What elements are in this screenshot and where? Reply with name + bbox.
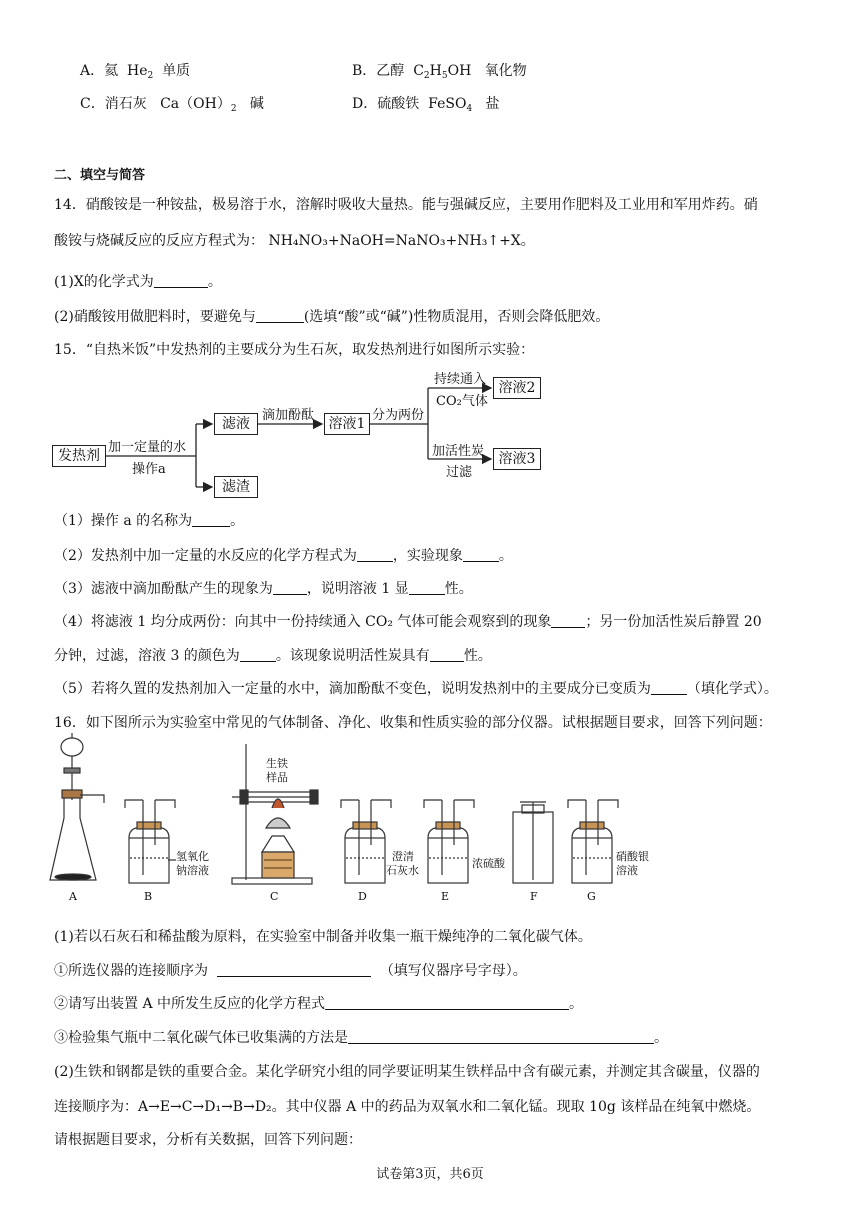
arrow2-top-label: 滴加酚酞 [262,408,315,423]
apparatus-b-note2: 钠溶液 [176,864,209,877]
option-c-formula-sub: 2 [230,104,237,114]
q15-s2 [54,546,513,566]
arrow3-top-label: 分为两份 [372,408,425,423]
q16-p2-line1: (2)生铁和钢都是铁的重要合金。某化学研究小组的同学要证明某生铁样品中含有碳元素，并测定其含碳量，仪器的 [54,1064,760,1080]
apparatus-b [125,800,176,883]
apparatus-b-note1: 氢氧化 [176,850,209,863]
option-c [80,93,264,113]
q16-p1: (1)若以石灰石和稀盐酸为原料，在实验室中制备并收集一瓶干燥纯净的二氧化碳气体。 [54,929,592,945]
arrow1-top-label: 加一定量的水 [108,440,187,455]
section-title: 二、填空与简答 [54,168,146,183]
apparatus-g-note2: 溶液 [616,864,638,877]
answer-blank[interactable] [256,308,304,323]
option-b-f2: H [429,63,442,79]
page-footer: 试卷第3页，共6页 [376,1167,484,1182]
q14-sub2 [54,307,609,327]
answer-blank[interactable] [463,547,499,562]
arrow5-top-label: 加活性炭 [432,444,485,459]
q14-sub1-text: (1)X的化学式为 [54,274,154,290]
option-d-formula-sub: 4 [466,104,473,114]
q15-s2-end: 。 [498,548,513,564]
apparatus-a-label: A [69,890,77,903]
q15-s3-mid: ，说明溶液 1 显 [306,581,409,597]
answer-blank[interactable] [409,580,445,595]
option-b-f1: C [413,63,424,79]
q14-equation: NH₄NO₃+NaOH=NaNO₃+NH₃↑+X [268,233,521,249]
q15-s4-line1 [54,612,762,632]
box-residue: 滤渣 [214,476,258,498]
q15-s4-mid: ；另一份加活性炭后静置 20 [585,614,762,630]
apparatus-d-note2: 石灰水 [386,864,419,877]
q16-p1b [54,994,583,1014]
q15-s1-end: 。 [230,513,245,529]
q15-s5-text: （5）若将久置的发热剂加入一定量的水中，滴加酚酞不变色，说明发热剂中的主要成分已变质为 [54,681,651,697]
q15-s4-text: （4）将滤液 1 均分成两份：向其中一份持续通入 CO₂ 气体可能会观察到的现象 [54,614,552,630]
box-solution2: 溶液2 [493,377,541,399]
option-b-letter: B． [352,63,377,79]
option-b-name: 乙醇 [376,63,405,79]
apparatus-g-label: G [587,890,596,903]
answer-blank[interactable] [192,512,230,527]
apparatus-c-note1: 生铁 [266,757,288,770]
answer-blank[interactable] [325,995,569,1010]
answer-blank[interactable] [551,613,585,628]
apparatus-g-note1: 硝酸银 [616,850,649,863]
option-c-formula: Ca（OH） [160,96,231,112]
option-a-class: 单质 [162,63,191,79]
apparatus-g [568,800,618,883]
apparatus-b-label: B [144,890,153,903]
apparatus-d-note1: 澄清 [392,850,414,863]
arrow1-bottom-label: 操作a [132,462,166,477]
box-filtrate: 滤液 [214,413,258,435]
option-d [352,93,500,113]
q15-s4-line2-mid: 。该现象说明活性炭具有 [275,648,430,664]
q15-s4-line2-text: 分钟，过滤，溶液 3 的颜色为 [54,648,240,664]
q15-s2-mid: ，实验现象 [392,548,463,564]
q16-stem: 16．如下图所示为实验室中常见的气体制备、净化、收集和性质实验的部分仪器。试根据题目要求，回答下列问题： [54,715,772,731]
answer-blank[interactable] [357,547,393,562]
answer-blank[interactable] [348,1029,654,1044]
option-d-class: 盐 [485,96,500,112]
apparatus-d [341,800,391,883]
q16-p1b-end: 。 [569,996,584,1012]
option-b-f2s: 5 [441,71,448,81]
answer-blank[interactable] [154,273,208,288]
q16-p2-line3: 请根据题目要求，分析有关数据，回答下列问题： [54,1132,362,1148]
option-a-formula: He [127,63,148,79]
answer-blank[interactable] [217,962,371,977]
option-d-name: 硫酸铁 [377,96,420,112]
answer-blank[interactable] [651,680,687,695]
q14-equation-end: 。 [520,233,535,249]
q15-s2-text: （2）发热剂中加一定量的水反应的化学方程式为 [54,548,357,564]
option-b-class: 氧化物 [484,63,527,79]
q15-s3-end: 性。 [444,581,473,597]
answer-blank[interactable] [273,580,307,595]
arrow5-bottom-label: 过滤 [446,465,473,480]
q14-sub2-text: (2)硝酸铵用做肥料时，要避免与 [54,309,256,325]
box-solution3: 溶液3 [493,448,541,470]
q15-s5-end: （填化学式）。 [686,681,778,697]
q15-stem: 15．“自热米饭”中发热剂的主要成分为生石灰，取发热剂进行如图所示实验： [54,342,535,358]
q16-p1c-text: ③检验集气瓶中二氧化碳气体已收集满的方法是 [54,1030,348,1046]
q15-s5 [54,679,778,699]
box-solution1: 溶液1 [324,413,370,435]
option-a-name: 氦 [104,63,119,79]
q16-p1a-end: （填写仪器序号字母）。 [379,963,527,979]
apparatus-e [424,800,474,883]
arrow4-top-label: 持续通入 [434,372,487,387]
apparatus-e-note: 浓硫酸 [472,857,505,870]
q16-p1c-end: 。 [654,1030,668,1046]
q16-p1c [54,1028,668,1048]
q14-stem-line2-text: 酸铵与烧碱反应的反应方程式为： [54,233,264,249]
q14-stem-line2 [54,231,535,251]
apparatus-c-note2: 样品 [266,771,288,784]
option-d-formula: FeSO [428,96,467,112]
option-a-formula-sub: 2 [147,71,154,81]
q16-p2-line2: 连接顺序为：A→E→C→D₁→B→D₂。其中仪器 A 中的药品为双氧水和二氧化锰。现取 10g 该样品在纯氧中燃烧。 [54,1099,761,1115]
q14-sub1-end: 。 [207,274,222,290]
option-a-letter: A． [80,63,105,79]
box-start: 发热剂 [52,445,106,467]
arrow4-bottom-label: CO₂气体 [436,394,488,409]
answer-blank[interactable] [240,647,276,662]
q14-sub1 [54,272,222,292]
q15-s1 [54,511,244,531]
q15-s4-line2 [54,646,492,666]
option-b-f3: OH [447,63,472,79]
option-c-class: 碱 [249,96,264,112]
q15-s3-text: （3）滤液中滴加酚酞产生的现象为 [54,581,273,597]
apparatus-a [50,733,104,880]
option-d-letter: D． [352,96,378,112]
q15-s4-line2-end: 性。 [463,648,492,664]
option-a [80,60,190,80]
apparatus-f [513,802,553,883]
option-b [352,60,527,80]
option-b-f1s: 2 [423,71,430,81]
q16-p1a-text: ①所选仪器的连接顺序为 [54,963,208,979]
apparatus-e-label: E [441,890,450,903]
q15-s3 [54,579,473,599]
q16-p1b-text: ②请写出装置 A 中所发生反应的化学方程式 [54,996,326,1012]
apparatus-d-label: D [358,890,367,903]
apparatus-c-label: C [270,890,279,903]
q16-p1a [54,961,527,981]
option-c-name: 消石灰 [104,96,147,112]
q14-stem-line1: 14．硝酸铵是一种铵盐，极易溶于水，溶解时吸收大量热。能与强碱反应，主要用作肥料及工业用和军用炸药。硝 [54,197,758,213]
answer-blank[interactable] [430,647,464,662]
q14-sub2-end: (选填“酸”或“碱”)性物质混用，否则会降低肥效。 [303,309,610,325]
option-c-letter: C． [80,96,105,112]
q15-s1-text: （1）操作 a 的名称为 [54,513,193,529]
apparatus-f-label: F [530,890,538,903]
